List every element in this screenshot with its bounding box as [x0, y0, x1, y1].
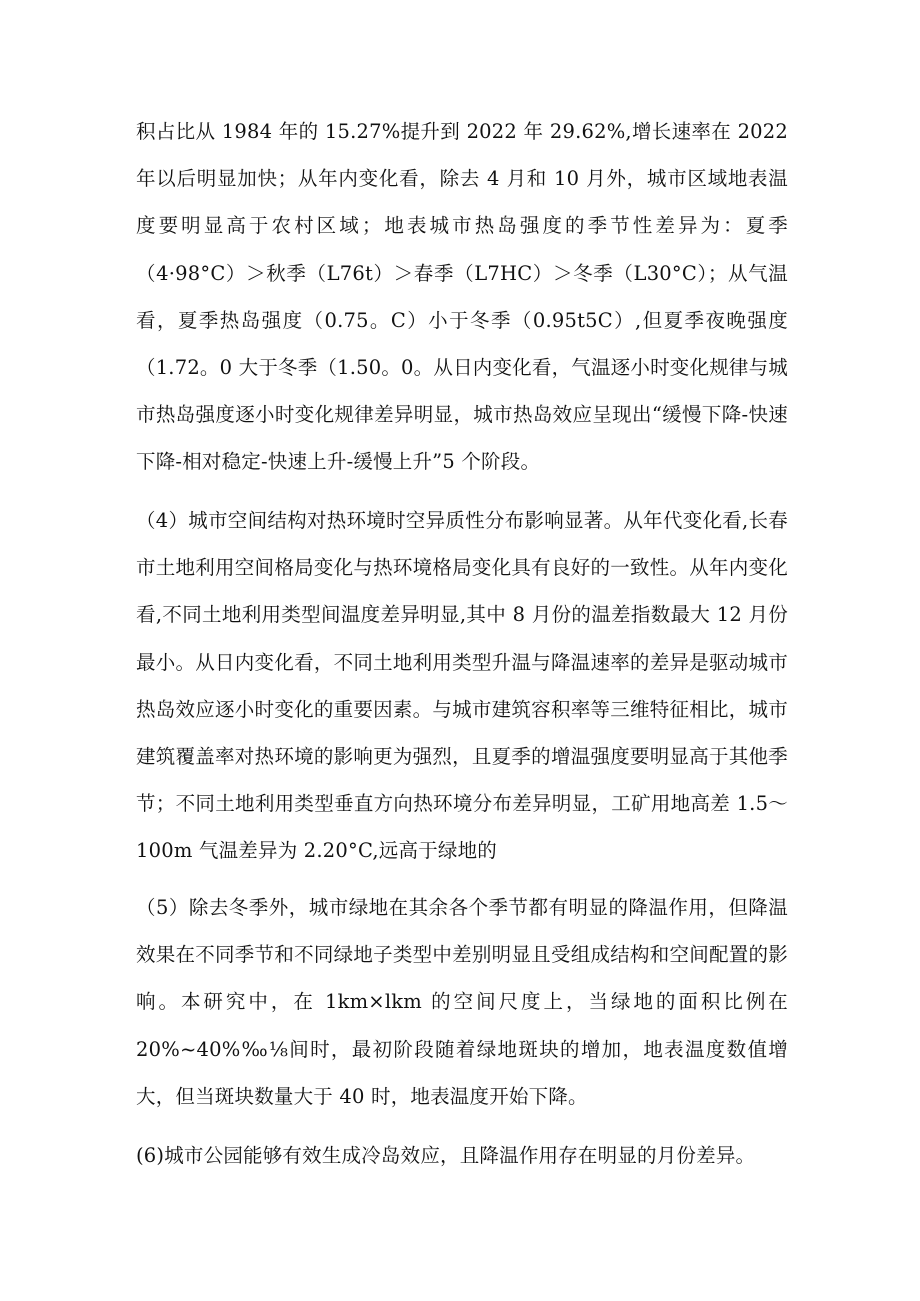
- paragraph-3-continuation: [136, 108, 788, 486]
- paragraph-6: [136, 1132, 788, 1179]
- paragraph-5: [136, 884, 788, 1120]
- paragraph-text: 积占比从 1984 年的 15.27%提升到 2022 年 29.62%,增长速率在 2022 年以后明显加快；从年内变化看，除去 4 月和 10 月外，城市区域地表温度要明显高于农村区域；地表城市热岛强度的季节性差异为：夏季（4·98°C）＞秋季（L76t）＞春季（L7HC）＞冬季（L30°C）；从气温看，夏季热岛强度（0.75。C）小于冬季（0.95t5C）,但夏季夜晚强度（1.72。0 大于冬季（1.50。0。从日内变化看，气温逐小时变化规律与城市热岛强度逐小时变化规律差异明显，城市热岛效应呈现出“缓慢下降-快速下降-相对稳定-快速上升-缓慢上升”5 个阶段。: [136, 120, 788, 474]
- paragraph-text: （4）城市空间结构对热环境时空异质性分布影响显著。从年代变化看,长春市土地利用空间格局变化与热环境格局变化具有良好的一致性。从年内变化看,不同土地利用类型间温度差异明显,其中 8 月份的温差指数最大 12 月份最小。从日内变化看，不同土地利用类型升温与降温速率的差异是驱动城市热岛效应逐小时变化的重要因素。与城市建筑容积率等三维特征相比，城市建筑覆盖率对热环境的影响更为强烈，且夏季的增温强度要明显高于其他季节；不同土地利用类型垂直方向热环境分布差异明显，工矿用地高差 1.5～100m 气温差异为 2.20°C,远高于绿地的: [136, 509, 788, 863]
- paragraph-text: （5）除去冬季外，城市绿地在其余各个季节都有明显的降温作用，但降温效果在不同季节和不同绿地子类型中差别明显且受组成结构和空间配置的影响。本研究中，在 1km×lkm 的空间尺度上，当绿地的面积比例在 20%~40%‰⅛间时，最初阶段随着绿地斑块的增加，地表温度数值增大，但当斑块数量大于 40 时，地表温度开始下降。: [136, 896, 788, 1108]
- paragraph-text: (6)城市公园能够有效生成冷岛效应，且降温作用存在明显的月份差异。: [136, 1144, 756, 1167]
- paragraph-4: [136, 497, 788, 875]
